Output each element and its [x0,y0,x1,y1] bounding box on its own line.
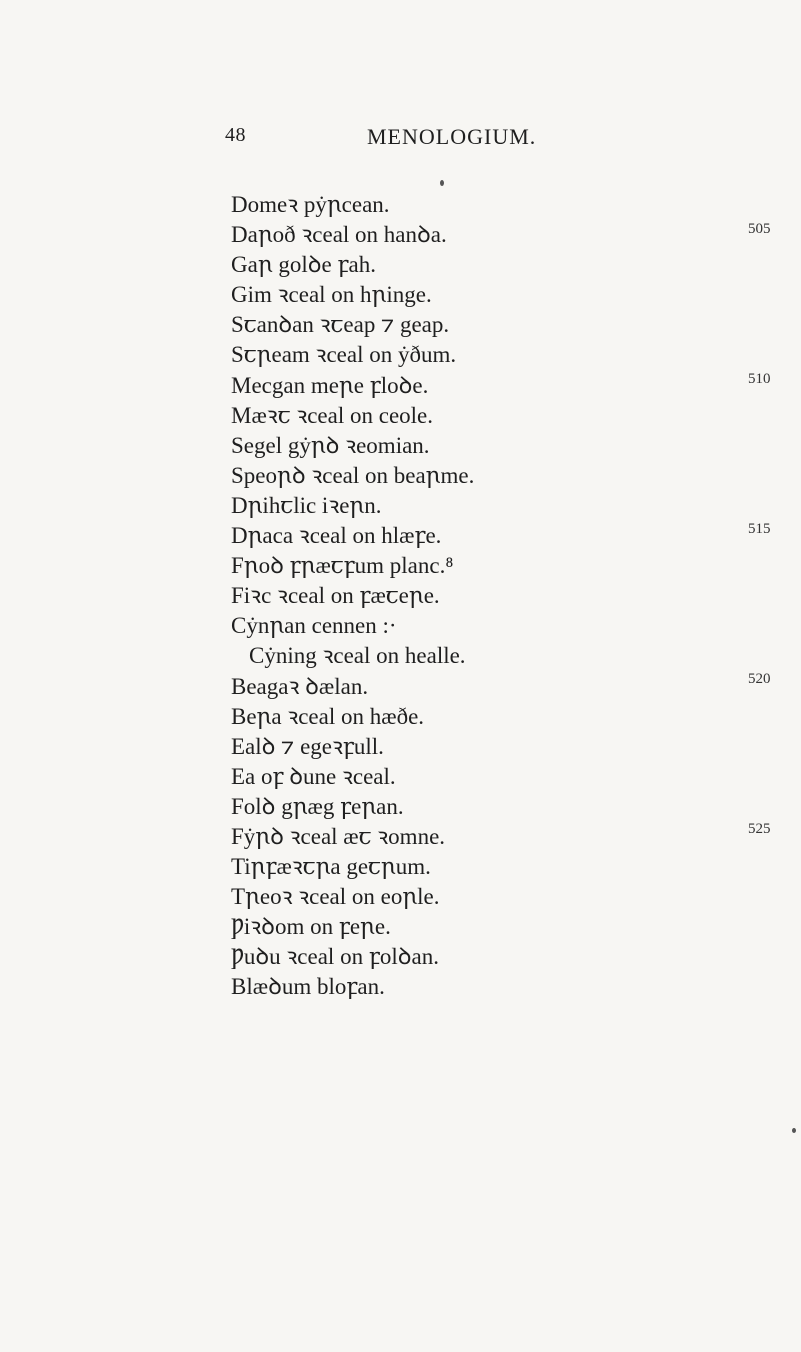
line-number: 525 [748,821,771,837]
verse-line: Fꞃoꝺ ꝼꞃæꞇꝼum planc.⁸ [231,553,454,579]
verse-line: Ea oꝼ ꝺune ꝛceal. [231,763,396,789]
verse-line: Segel gẏꞃꝺ ꝛeomian. [231,432,430,458]
verse-line: Mecgan meꞃe ꝼloꝺe. [231,372,429,398]
verse-line: Fẏꞃꝺ ꝛceal æꞇ ꝛomne. [231,823,446,849]
line-number: 515 [748,521,771,537]
verse-line: Cẏning ꝛceal on healle. [249,643,466,669]
verse-line: Blæꝺum bloꝼan. [231,974,385,1000]
verse-line: Dꞃaca ꝛceal on hlæꝼe. [231,523,442,549]
page-header [0,124,801,164]
verse-line: Ƿiꝛꝺom on ꝼeꞃe. [231,914,391,940]
verse-line: Tꞃeoꝛ ꝛceal on eoꞃle. [231,884,440,910]
verse-line: Domeꝛ pẏꞃcean. [231,192,390,217]
verse-line: Mæꝛꞇ ꝛceal on ceole. [231,402,434,428]
ink-speck [440,180,444,186]
verse-line: Tiꞃꝼæꝛꞇꞃa geꞇꞃum. [231,854,431,880]
verse-line: Cẏnꞃan cennen :· [231,613,397,639]
verse-line: Sꞇanꝺan ꝛꞇeap ⁊ geap. [231,312,450,338]
line-number: 520 [748,671,771,687]
verse-text [231,190,474,1003]
verse-line: Folꝺ gꞃæg ꝼeꞃan. [231,793,404,819]
verse-line: Beꞃa ꝛceal on hæðe. [231,703,425,729]
margin-speck [792,1128,796,1133]
verse-line: Ƿuꝺu ꝛceal on ꝼolꝺan. [231,944,439,970]
verse-line: Ealꝺ ⁊ egeꝛꝼull. [231,733,384,759]
verse-line: Speoꞃꝺ ꝛceal on beaꞃme. [231,462,475,488]
verse-line: Fiꝛc ꝛceal on ꝼæꞇeꞃe. [231,583,440,609]
page-number: 48 [225,124,246,146]
line-number: 510 [748,371,771,387]
verse-line: Sꞇꞃeam ꝛceal on ẏðum. [231,342,457,368]
verse-line: Dꞃihꞇlic iꝛeꞃn. [231,492,382,518]
line-number: 505 [748,221,771,237]
verse-line: Daꞃoð ꝛceal on hanꝺa. [231,222,447,248]
verse-line: Beagaꝛ ꝺælan. [231,673,369,699]
verse-line: Gim ꝛceal on hꞃinge. [231,282,432,308]
running-title: MENOLOGIUM. [367,124,537,149]
verse-line: Gaꞃ golꝺe ꝼah. [231,252,376,278]
